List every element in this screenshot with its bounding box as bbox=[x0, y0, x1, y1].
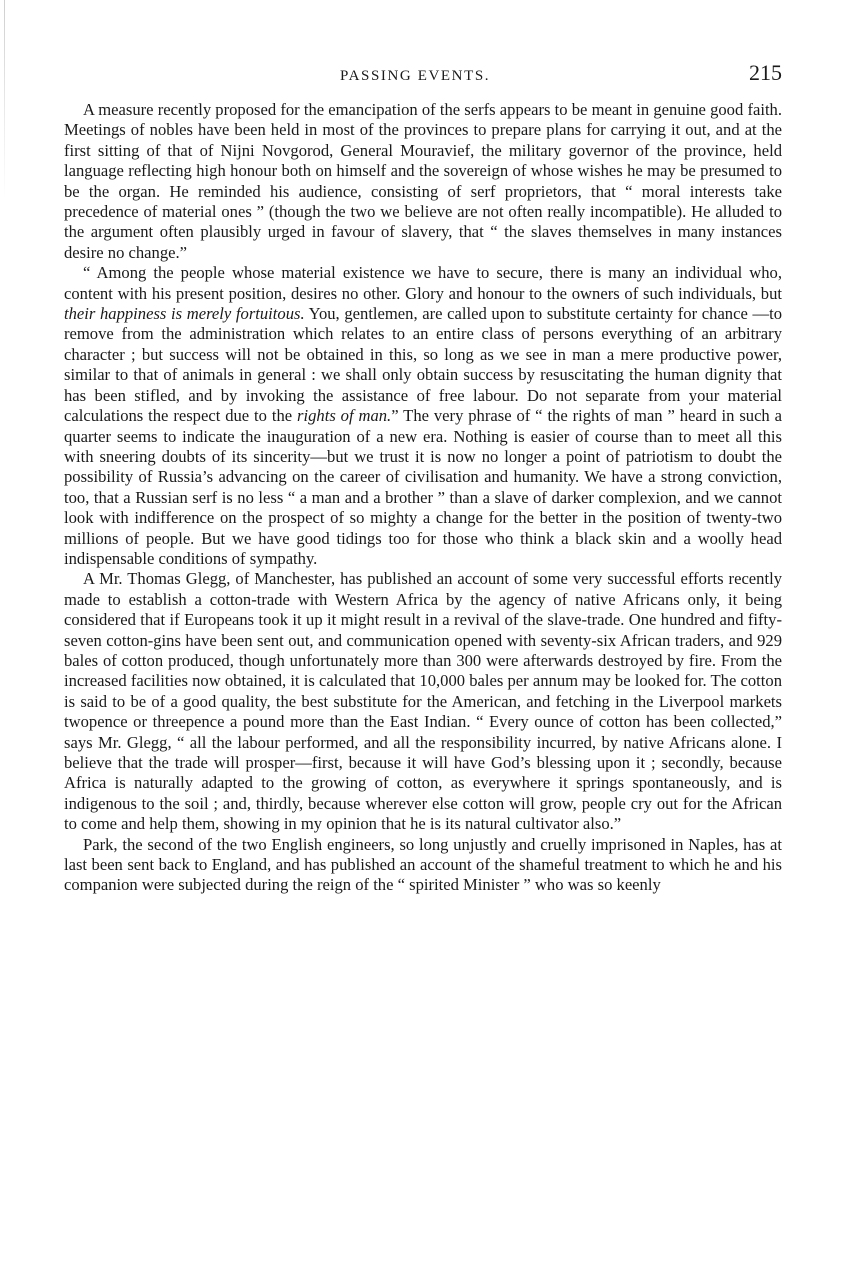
paragraph-text: A Mr. Thomas Glegg, of Manchester, has published an account of some very successful efforts recently made to establish a cotton-trade with Western Africa by the agency of native Africans only, it being considered that if Europeans took it up it might result in a revival of the slave-trade. One hundred and fifty-seven cotton-gins have been sent out, and communication opened with seventy-six African traders, and 929 bales of cotton produced, though unfortunately more than 300 were afterwards destroyed by fire. From the increased facilities now obtained, it is calculated that 10,000 bales per annum may be looked for. The cotton is said to be of a good quality, the best substitute for the American, and fetching in the Liverpool markets twopence or threepence a pound more than the East Indian. “ Every ounce of cotton has been collected,” says Mr. Glegg, “ all the labour performed, and all the responsibility incurred, by native Africans alone. I believe that the trade will prosper—first, because it will have God’s blessing upon it ; secondly, because Africa is naturally adapted to the growing of cotton, as everywhere it springs spontaneously, and is indigenous to the soil ; and, thirdly, because wherever else cotton will grow, people cry out for the African to come and help them, showing in my opinion that he is its natural cultivator also.” bbox=[64, 569, 782, 834]
italic-phrase: rights of man. bbox=[297, 406, 392, 426]
page-number: 215 bbox=[749, 60, 782, 85]
paragraph-park-engineer bbox=[64, 835, 782, 896]
paragraph-text: “ Among the people whose material existence we have to secure, there is many an individual who, content with his present position, desires no other. Glory and honour to the owners of such individuals, but bbox=[64, 263, 782, 303]
paragraph-text: ” The very phrase of “ the rights of man ” heard in such a quarter seems to indicate the inauguration of a new era. Nothing is easier of course than to meet all this with sneering doubts of its sincerity—but we trust it is now no longer a point of patriotism to doubt the possibility of Russia’s advancing on the career of civilisation and humanity. We have a strong conviction, too, that a Russian serf is no less “ a man and a brother ” than a slave of darker complexion, and we cannot look with indifference on the prospect of so mighty a change for the better in the position of twenty-two millions of people. But we have good tidings too for those who think a black skin and a woolly head indispensable conditions of sympathy. bbox=[64, 406, 782, 568]
paragraph-text: Park, the second of the two English engineers, so long unjustly and cruelly imprisoned in Naples, has at last been sent back to England, and has published an account of the shameful treatment to which he and his companion were subjected during the reign of the “ spirited Minister ” who was so keenly bbox=[64, 834, 782, 895]
page-edge-shadow bbox=[4, 0, 5, 200]
paragraph-mouravief-quote bbox=[64, 263, 782, 569]
paragraph-text: A measure recently proposed for the emancipation of the serfs appears to be meant in genuine good faith. Meetings of nobles have been held in most of the provinces to prepare plans for carrying it out, and at the first sitting of that of Nijni Novgorod, General Mouravief, the military governor of the province, held language reflecting high honour both on himself and the sovereign of whose wishes he may be presumed to be the organ. He reminded his audience, consisting of serf proprietors, that “ moral interests take precedence of material ones ” (though the two we believe are not often really incompatible). He alluded to the argument often plausibly urged in favour of slavery, that “ the slaves themselves in many instances desire no change.” bbox=[64, 100, 782, 262]
paragraph-text: You, gentlemen, are called upon to substitute certainty for chance —to remove from the administration which relates to an entire class of persons everything of an arbitrary character ; but success will not be obtained in this, so long as we see in man a mere productive power, similar to that of animals in general : we shall only obtain success by resuscitating the human dignity that has been stifled, and by invoking the assistance of free labour. Do not separate from your material calculations the respect due to the bbox=[64, 304, 782, 426]
page-body bbox=[64, 100, 782, 896]
italic-phrase: their happiness is merely fortuitous. bbox=[64, 304, 305, 324]
paragraph-cotton-trade bbox=[64, 569, 782, 834]
running-head: PASSING EVENTS. bbox=[340, 68, 491, 84]
page-header bbox=[60, 60, 782, 90]
paragraph-serf-emancipation bbox=[64, 100, 782, 263]
